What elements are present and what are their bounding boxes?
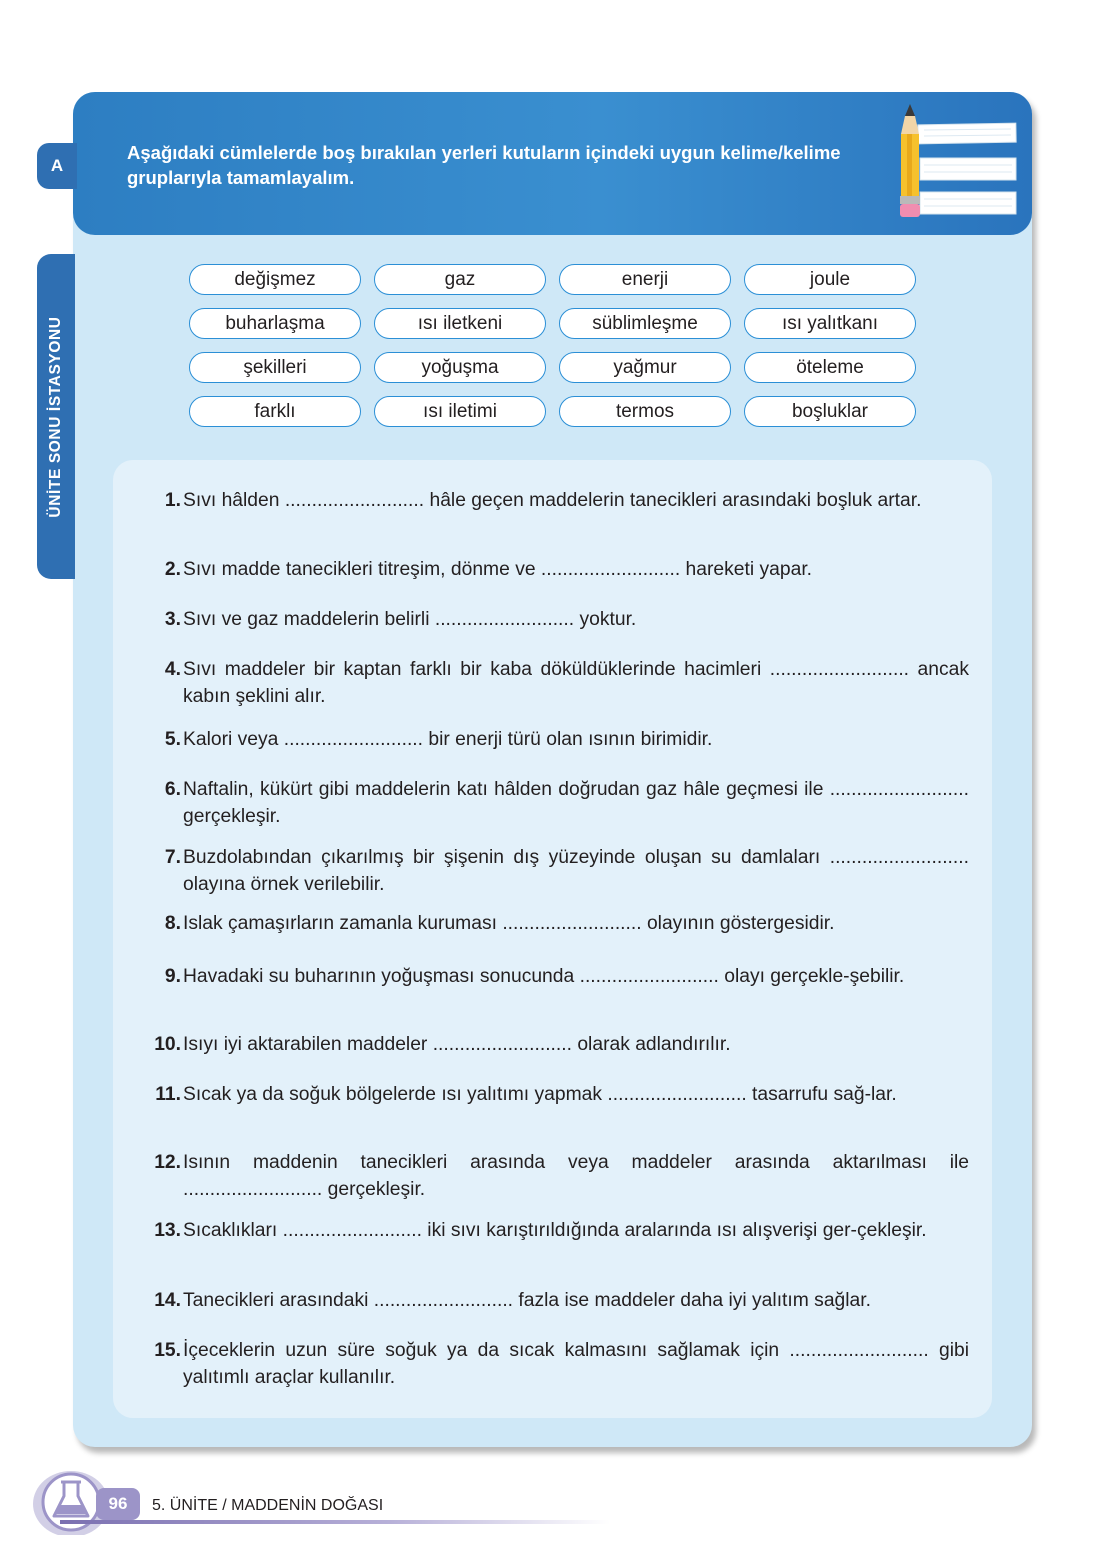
question-number: 9.: [164, 966, 181, 987]
word-chip: termos: [559, 396, 731, 427]
word-chip: ısı iletkeni: [374, 308, 546, 339]
question-text: Kalori veya .......................... bir enerji türü olan ısının birimidir.: [183, 729, 713, 750]
question-number: 12.: [154, 1152, 181, 1173]
question-number: 2.: [164, 559, 181, 580]
question-number: 10.: [154, 1034, 181, 1055]
footer-line: [60, 1520, 610, 1524]
page-number: 96: [96, 1488, 140, 1520]
question-text: Buzdolabından çıkarılmış bir şişenin dış yüzeyinde oluşan su damlaları .......................... olayına örnek verilebilir.: [183, 847, 969, 895]
word-chip: yoğuşma: [374, 352, 546, 383]
question-number: 8.: [164, 913, 181, 934]
question-number: 6.: [164, 779, 181, 800]
section-letter: A: [50, 156, 64, 175]
unit-title: 5. ÜNİTE / MADDENİN DOĞASI: [152, 1497, 384, 1514]
question-text: Sıvı ve gaz maddelerin belirli .......................... yoktur.: [183, 609, 637, 630]
instructions-text: Aşağıdaki cümlelerde boş bırakılan yerleri kutuların içindeki uygun kelime/kelime gruplarıyla tamamlayalım.: [127, 142, 841, 188]
word-chip: öteleme: [744, 352, 916, 383]
word-chip: joule: [744, 264, 916, 295]
word-chip: buharlaşma: [189, 308, 361, 339]
word-chip: değişmez: [189, 264, 361, 295]
question-number: 11.: [155, 1084, 181, 1105]
unit-end-station-tab: [37, 254, 75, 579]
question-number: 5.: [164, 729, 181, 750]
question-text: Sıvı maddeler bir kaptan farklı bir kaba döküldüklerinde hacimleri .......................... ancak kabın şeklini alır.: [183, 659, 969, 707]
question-text: Isıyı iyi aktarabilen maddeler .......................... olarak adlandırılır.: [183, 1034, 731, 1055]
question-number: 3.: [164, 609, 181, 630]
question-text: Havadaki su buharının yoğuşması sonucunda .......................... olayı gerçekle-şebilir.: [183, 966, 905, 987]
word-chip: gaz: [374, 264, 546, 295]
question-number: 14.: [154, 1290, 181, 1311]
question-text: Sıvı madde tanecikleri titreşim, dönme ve .......................... hareketi yapar.: [183, 559, 813, 580]
question-text: Islak çamaşırların zamanla kuruması .......................... olayının göstergesidir.: [183, 913, 835, 934]
question-text: Sıvı hâlden .......................... hâle geçen maddelerin tanecikleri arasındaki boşluk artar.: [183, 490, 922, 511]
word-chip: yağmur: [559, 352, 731, 383]
questions-panel: [113, 460, 992, 1418]
word-chip: şekilleri: [189, 352, 361, 383]
side-tab-label: ÜNİTE SONU İSTASYONU: [47, 315, 64, 518]
question-text: İçeceklerin uzun süre soğuk ya da sıcak kalmasını sağlamak için .......................... gibi yalıtımlı araçlar kullanılır.: [183, 1340, 969, 1388]
word-chip: ısı iletimi: [374, 396, 546, 427]
word-chip: boşluklar: [744, 396, 916, 427]
question-text: Sıcaklıkları .......................... iki sıvı karıştırıldığında aralarında ısı alışverişi ger-çekleşir.: [183, 1220, 927, 1241]
pencil-notes-icon: [886, 102, 1026, 227]
question-text: Tanecikleri arasındaki .......................... fazla ise maddeler daha iyi yalıtım sağlar.: [183, 1290, 871, 1311]
question-text: Naftalin, kükürt gibi maddelerin katı hâlden doğrudan gaz hâle geçmesi ile .......................... gerçekleşir.: [183, 779, 969, 827]
question-number: 4.: [164, 659, 181, 680]
word-chip: enerji: [559, 264, 731, 295]
word-chip: farklı: [189, 396, 361, 427]
question-number: 15.: [154, 1340, 181, 1361]
section-letter-tab: [37, 143, 77, 189]
word-chip: süblimleşme: [559, 308, 731, 339]
word-bank: [189, 264, 917, 427]
question-number: 7.: [164, 847, 181, 868]
question-number: 13.: [154, 1220, 181, 1241]
question-text: Sıcak ya da soğuk bölgelerde ısı yalıtımı yapmak .......................... tasarrufu sağ-lar.: [183, 1084, 897, 1105]
question-number: 1.: [164, 490, 181, 511]
question-text: Isının maddenin tanecikleri arasında veya maddeler arasında aktarılması ile .......................... gerçekleşir.: [183, 1152, 969, 1200]
word-chip: ısı yalıtkanı: [744, 308, 916, 339]
